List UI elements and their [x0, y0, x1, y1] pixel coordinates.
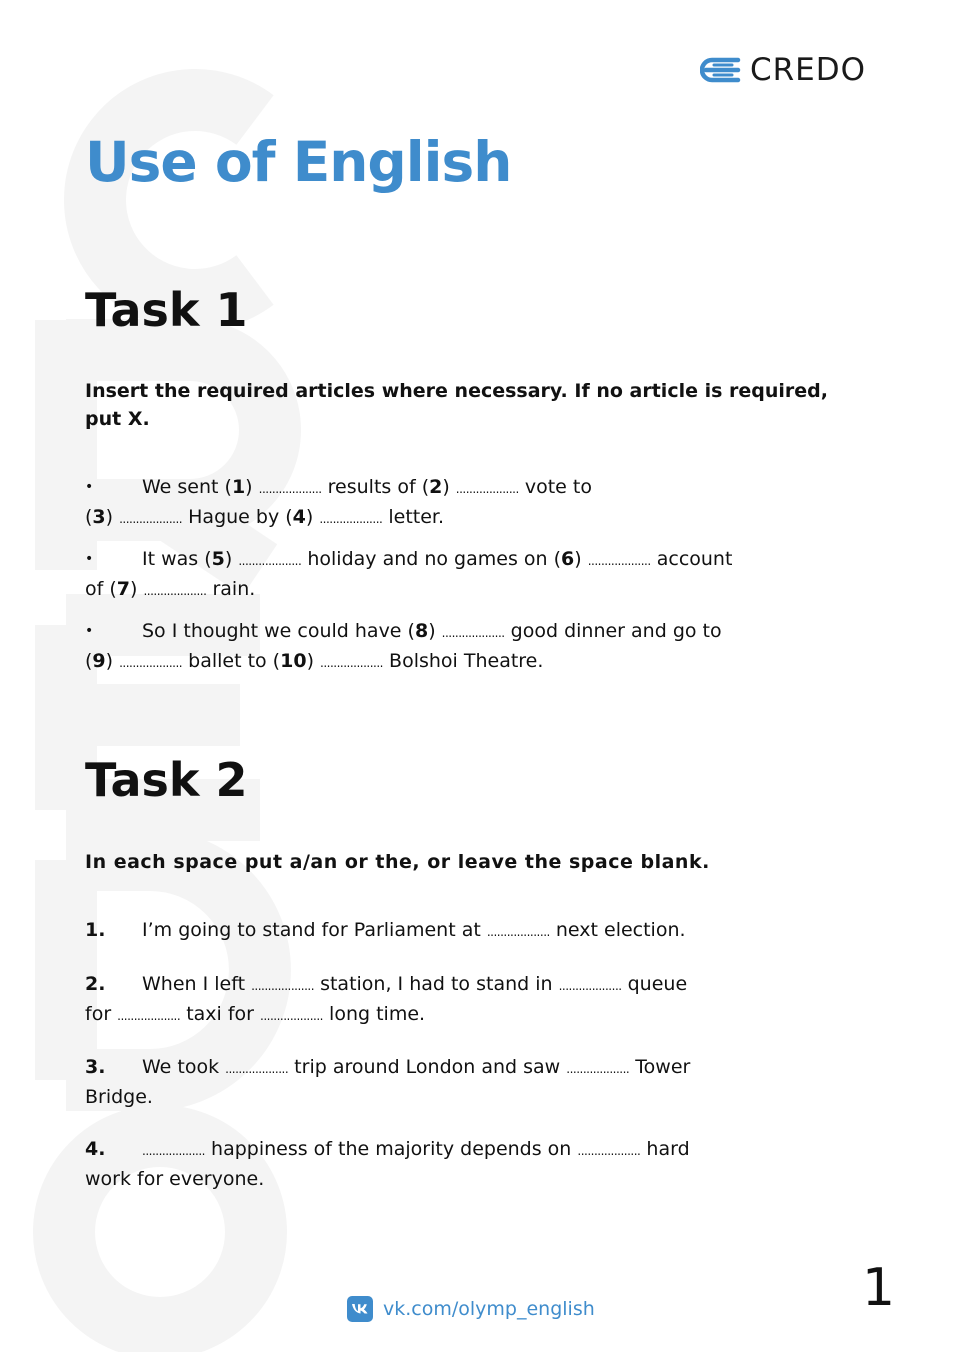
gap-number: 9: [92, 650, 106, 672]
bullet-icon: •: [85, 479, 94, 495]
task1-item-1: [85, 473, 865, 533]
item-text: ballet to (: [182, 650, 281, 672]
item-text: ): [105, 650, 120, 672]
item-text: ): [442, 476, 456, 498]
item-text: good dinner and go to: [504, 620, 722, 642]
item-text: ): [306, 650, 321, 672]
task2-item-4: [85, 1135, 865, 1193]
item-text: (: [85, 506, 93, 528]
answer-gap[interactable]: ...................: [319, 512, 383, 526]
answer-gap[interactable]: ...................: [441, 626, 505, 640]
answer-gap[interactable]: ...................: [558, 979, 622, 993]
credo-logo-text: CREDO: [750, 52, 867, 88]
answer-gap[interactable]: ...................: [238, 554, 302, 568]
vk-icon: [347, 1296, 373, 1322]
gap-number: 3: [92, 506, 106, 528]
item-number: 3.: [85, 1056, 106, 1078]
item-text: Bolshoi Theatre.: [383, 650, 544, 672]
item-text: It was (: [142, 548, 212, 570]
answer-gap[interactable]: ...................: [577, 1144, 641, 1158]
item-text: ): [245, 476, 259, 498]
footer-link[interactable]: [347, 1296, 595, 1322]
gap-number: 6: [561, 548, 575, 570]
task1-item-3: [85, 617, 865, 677]
item-text: ): [428, 620, 442, 642]
answer-gap[interactable]: ...................: [117, 1009, 181, 1023]
gap-number: 7: [116, 578, 130, 600]
item-text: queue: [621, 973, 688, 995]
item-text: trip around London and saw: [288, 1056, 567, 1078]
answer-gap[interactable]: ...................: [225, 1062, 289, 1076]
task2-instruction: In each space put a/an or the, or leave the space blank.: [85, 851, 710, 873]
gap-number: 5: [211, 548, 225, 570]
task1-title: Task 1: [85, 283, 248, 337]
task1-item-2: [85, 545, 865, 605]
gap-number: 8: [414, 620, 429, 642]
item-text: Tower: [629, 1056, 691, 1078]
answer-gap[interactable]: ...................: [119, 656, 183, 670]
item-text: hard: [640, 1138, 690, 1160]
task2-item-3: [85, 1053, 865, 1111]
task1-instruction: Insert the required articles where necessary. If no article is required, put X.: [85, 380, 829, 430]
answer-gap[interactable]: ...................: [486, 925, 550, 939]
item-number: 2.: [85, 973, 106, 995]
item-text: ): [105, 506, 120, 528]
item-text: (: [85, 650, 93, 672]
item-text: Bridge.: [85, 1086, 153, 1108]
page-number: 1: [862, 1258, 896, 1318]
item-text: account: [650, 548, 733, 570]
gap-number: 10: [280, 650, 307, 672]
credo-logo-icon: [700, 54, 742, 86]
gap-number: 2: [429, 476, 443, 498]
answer-gap[interactable]: ...................: [143, 584, 207, 598]
item-text: work for everyone.: [85, 1168, 265, 1190]
answer-gap[interactable]: ...................: [455, 482, 519, 496]
bullet-icon: •: [85, 623, 94, 639]
answer-gap[interactable]: ...................: [251, 979, 315, 993]
item-text: I’m going to stand for Parliament at: [142, 919, 487, 941]
item-text: ): [305, 506, 320, 528]
item-text: of (: [85, 578, 117, 600]
item-text: vote to: [518, 476, 592, 498]
item-text: We took: [142, 1056, 226, 1078]
task2-item-1: [85, 916, 865, 946]
item-text: next election.: [549, 919, 686, 941]
answer-gap[interactable]: ...................: [142, 1144, 205, 1158]
item-text: holiday and no games on (: [301, 548, 562, 570]
task2-title: Task 2: [85, 753, 248, 807]
item-text: ): [130, 578, 144, 600]
item-text: So I thought we could have (: [142, 620, 415, 642]
footer-link-text: vk.com/olymp_english: [383, 1298, 595, 1320]
item-text: happiness of the majority depends on: [204, 1138, 578, 1160]
page-title: Use of English: [85, 130, 512, 194]
item-text: ): [574, 548, 588, 570]
item-number: 1.: [85, 919, 106, 941]
answer-gap[interactable]: ...................: [260, 1009, 323, 1023]
gap-number: 1: [231, 476, 246, 498]
item-number: 4.: [85, 1138, 106, 1160]
item-text: letter.: [382, 506, 445, 528]
item-text: When I left: [142, 973, 252, 995]
gap-number: 4: [292, 506, 306, 528]
answer-gap[interactable]: ...................: [587, 554, 651, 568]
item-text: ): [224, 548, 239, 570]
item-text: results of (: [321, 476, 430, 498]
answer-gap[interactable]: ...................: [320, 656, 383, 670]
item-text: for: [85, 1003, 118, 1025]
item-text: Hague by (: [182, 506, 293, 528]
answer-gap[interactable]: ...................: [258, 482, 322, 496]
answer-gap[interactable]: ...................: [566, 1062, 630, 1076]
bullet-icon: •: [85, 551, 94, 567]
item-text: rain.: [206, 578, 256, 600]
task2-item-2: [85, 970, 865, 1030]
item-text: taxi for: [180, 1003, 261, 1025]
item-text: We sent (: [142, 476, 232, 498]
credo-logo: [700, 52, 866, 88]
item-text: station, I had to stand in: [314, 973, 559, 995]
item-text: long time.: [323, 1003, 426, 1025]
answer-gap[interactable]: ...................: [119, 512, 183, 526]
